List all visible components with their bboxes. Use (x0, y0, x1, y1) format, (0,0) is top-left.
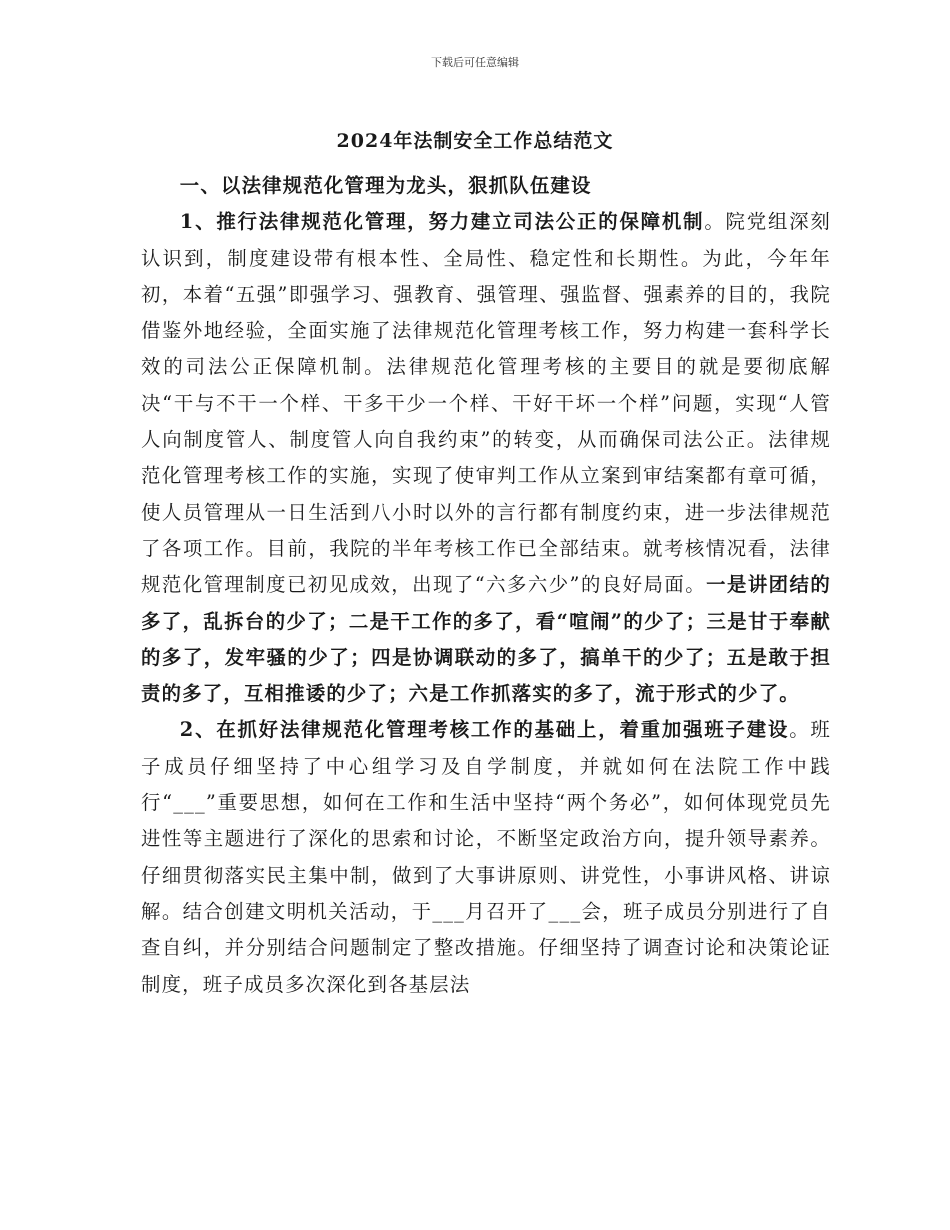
paragraph-1-bold-tail: 一是讲团结的多了，乱拆台的少了；二是干工作的多了，看“喧闹”的少了；三是甘于奉献的多了，发牢骚的少了；四是协调联动的多了，搞单干的少了；五是敢于担责的多了，互相推诿的少了；六是工作抓落实的多了，流于形式的少了。 (141, 573, 831, 706)
header-watermark: 下载后可任意编辑 (431, 56, 519, 69)
paragraph-1-body: 。院党组深刻认识到，制度建设带有根本性、全局性、稳定性和长期性。为此，今年年初，本着“五强”即强学习、强教育、强管理、强监督、强素养的目的，我院借鉴外地经验，全面实施了法律规范化管理考核工作，努力构建一套科学长效的司法公正保障机制。法律规范化管理考核的主要目的就是要彻底解决“干与不干一个样、干多干少一个样、干好干坏一个样”问题，实现“人管人向制度管人、制度管人向自我约束”的转变，从而确保司法公正。法律规范化管理考核工作的实施，实现了使审判工作从立案到审结案都有章可循，使人员管理从一日生活到八小时以外的言行都有制度约束，进一步法律规范了各项工作。目前，我院的半年考核工作已全部结束。就考核情况看，法律规范化管理制度已初见成效，出现了“六多六少”的良好局面。 (141, 210, 832, 597)
document-body (141, 168, 831, 1003)
paragraph-1 (141, 204, 831, 712)
document-title: 2024年法制安全工作总结范文 (336, 130, 614, 152)
paragraph-2 (141, 712, 831, 1002)
paragraph-2-body: 。班子成员仔细坚持了中心组学习及自学制度，并就如何在法院工作中践行“___”重要思想，如何在工作和生活中坚持“两个务必”，如何体现党员先进性等主题进行了深化的思索和讨论，不断坚定政治方向，提升领导素养。仔细贯彻落实民主集中制，做到了大事讲原则、讲党性，小事讲风格、讲谅解。结合创建文明机关活动，于___月召开了___会，班子成员分别进行了自查自纠，并分别结合问题制定了整改措施。仔细坚持了调查讨论和决策论证制度，班子成员多次深化到各基层法 (141, 718, 831, 996)
section-heading: 一、以法律规范化管理为龙头，狠抓队伍建设 (179, 174, 592, 197)
paragraph-2-lead: 2、在抓好法律规范化管理考核工作的基础上，着重加强班子建设 (179, 718, 790, 742)
paragraph-1-lead: 1、推行法律规范化管理，努力建立司法公正的保障机制 (179, 210, 705, 234)
